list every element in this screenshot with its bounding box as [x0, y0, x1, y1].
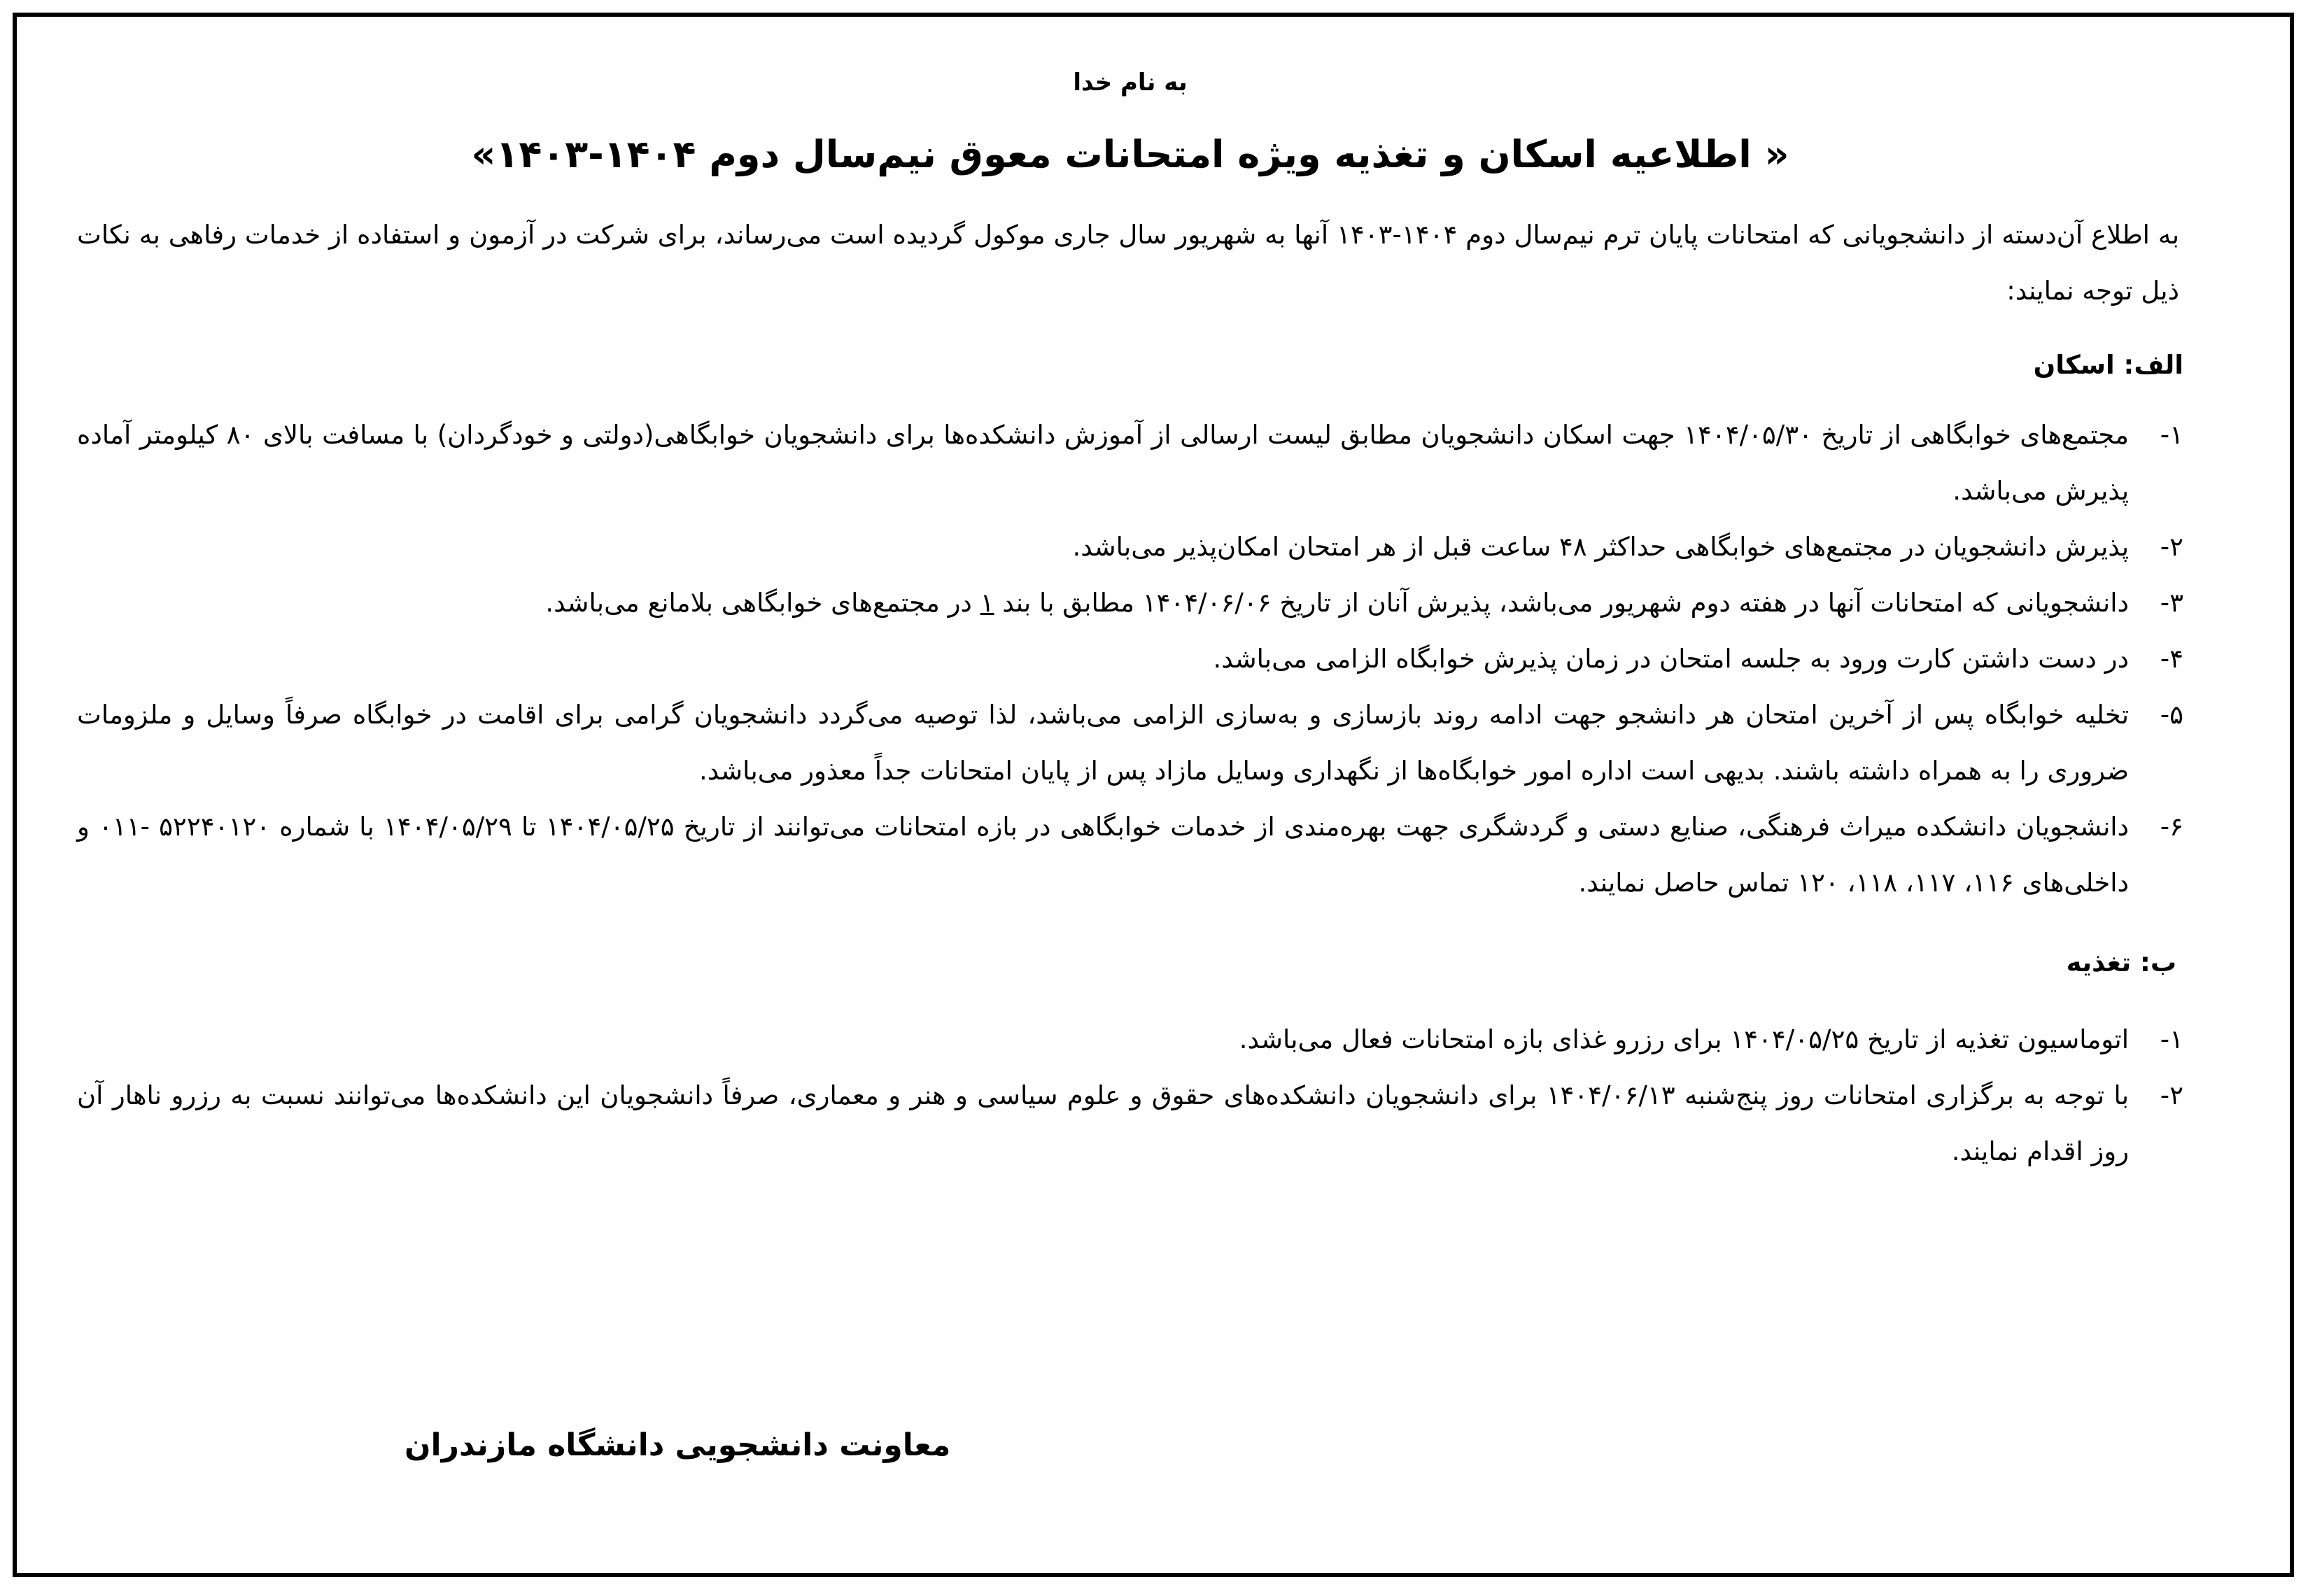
list-item: [77, 575, 2183, 631]
section-b-list: [77, 1012, 2183, 1180]
list-item-number: ۳-: [2160, 588, 2183, 618]
section-a-list: [77, 407, 2183, 911]
list-item-number: ۱-: [2160, 1024, 2183, 1054]
intro-paragraph: به اطلاع آن‌دسته از دانشجویانی که امتحانات پایان ترم نیم‌سال دوم ۱۴۰۴-۱۴۰۳ آنها به شهریور سال جاری موکول گردیده است می‌رساند، برای شرکت در آزمون و استفاده از خدمات رفاهی به نکات ذیل توجه نمایند:: [77, 220, 2179, 306]
list-item-text: دانشجویانی که امتحانات آنها در هفته دوم شهریور می‌باشد، پذیرش آنان از تاریخ ۱۴۰۴/۰۶/۰۶ مطابق با بند: [994, 588, 2129, 618]
list-item-number: ۲-: [2160, 532, 2183, 562]
signature-line: معاونت دانشجویی دانشگاه مازندران: [404, 1427, 951, 1463]
list-item-text: اتوماسیون تغذیه از تاریخ ۱۴۰۴/۰۵/۲۵ برای رزرو غذای بازه امتحانات فعال می‌باشد.: [1239, 1024, 2129, 1054]
list-item: [77, 687, 2183, 799]
list-item-text: دانشجویان دانشکده میراث فرهنگی، صنایع دستی و گردشگری جهت بهره‌مندی از خدمات خوابگاهی در بازه امتحانات می‌توانند از تاریخ ۱۴۰۴/۰۵/۲۵ تا ۱۴۰۴/۰۵/۲۹ با شماره ۵۲۲۴۰۱۲۰ -۰۱۱ و داخلی‌های ۱۱۶، ۱۱۷، ۱۱۸، ۱۲۰ تماس حاصل نمایند.: [77, 812, 2130, 898]
list-item-text: تخلیه خوابگاه پس از آخرین امتحان هر دانشجو جهت ادامه روند بازسازی و به‌سازی الزامی می‌باشد، لذا توصیه می‌گردد دانشجویان گرامی برای اقامت در خوابگاه صرفاً وسایل و ملزومات ضروری را به همراه داشته باشند. بدیهی است اداره امور خوابگاه‌ها از نگهداری وسایل مازاد پس از پایان امتحانات جداً معذور می‌باشد.: [77, 700, 2129, 786]
clause-reference: ۱: [980, 588, 994, 618]
list-item-number: ۴-: [2160, 644, 2183, 674]
list-item: [77, 631, 2183, 687]
page-title: « اطلاعیه اسکان و تغذیه ویژه امتحانات معوق نیم‌سال دوم ۱۴۰۴-۱۴۰۳»: [471, 132, 1789, 176]
announcement-document: [77, 56, 2183, 1180]
bismillah-heading: به نام خدا: [1073, 69, 1188, 97]
list-item-text: در دست داشتن کارت ورود به جلسه امتحان در زمان پذیرش خوابگاه الزامی می‌باشد.: [1213, 644, 2129, 674]
section-b-heading: ب: تغذیه: [2066, 947, 2176, 977]
list-item-number: ۵-: [2160, 700, 2183, 730]
list-item: [77, 407, 2183, 519]
list-item-text: در مجتمع‌های خوابگاهی بلامانع می‌باشد.: [545, 588, 980, 618]
list-item: [77, 799, 2183, 911]
section-a-heading: الف: اسکان: [2033, 350, 2183, 380]
list-item-text: مجتمع‌های خوابگاهی از تاریخ ۱۴۰۴/۰۵/۳۰ جهت اسکان دانشجویان مطابق لیست ارسالی از آموزش دانشکده‌ها برای دانشجویان خوابگاهی(دولتی و خودگردان) با مسافت بالای ۸۰ کیلومتر آماده پذیرش می‌باشد.: [77, 420, 2129, 506]
list-item-text: پذیرش دانشجویان در مجتمع‌های خوابگاهی حداکثر ۴۸ ساعت قبل از هر امتحان امکان‌پذیر می‌باشد.: [1072, 532, 2129, 562]
list-item: [77, 519, 2183, 575]
list-item-number: ۱-: [2160, 420, 2183, 450]
list-item-text: با توجه به برگزاری امتحانات روز پنج‌شنبه ۱۴۰۴/۰۶/۱۳ برای دانشجویان دانشکده‌های حقوق و علوم سیاسی و هنر و معماری، صرفاً دانشجویان این دانشکده‌ها می‌توانند نسبت به رزرو ناهار آن روز اقدام نمایند.: [77, 1080, 2129, 1166]
list-item: [77, 1068, 2183, 1180]
list-item: [77, 1012, 2183, 1068]
list-item-number: ۲-: [2160, 1080, 2183, 1110]
list-item-number: ۶-: [2160, 812, 2183, 842]
